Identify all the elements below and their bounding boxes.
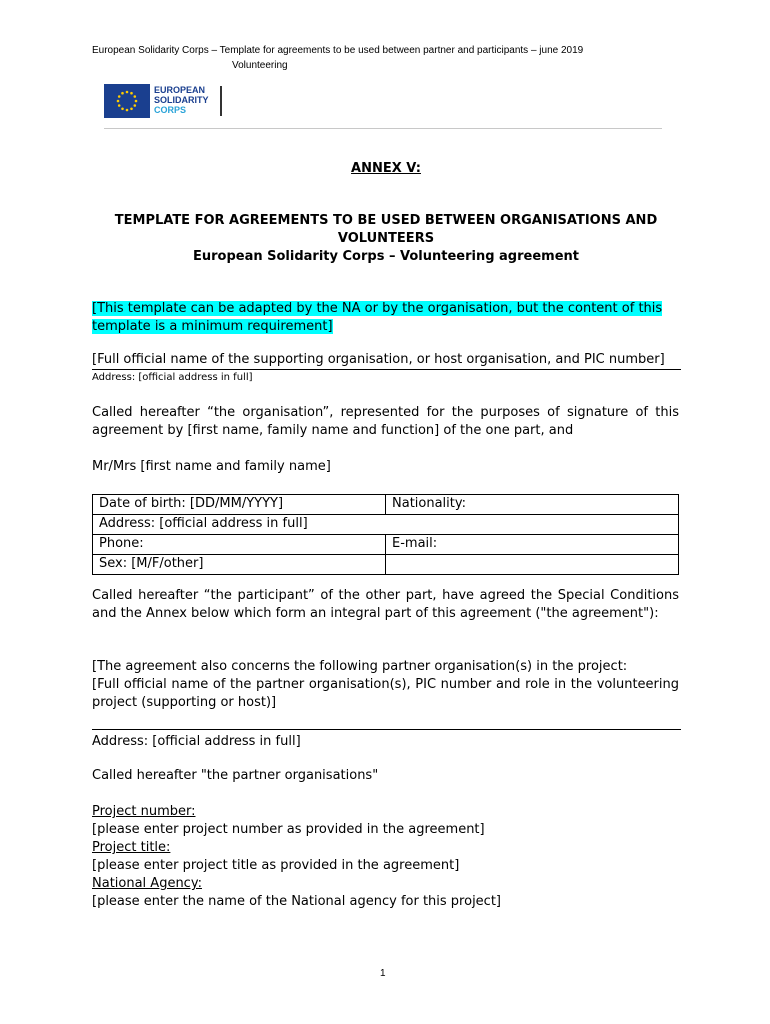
header-divider	[104, 128, 662, 129]
project-title-value: [please enter project title as provided in the agreement]	[92, 858, 460, 873]
document-header-sub: Volunteering	[232, 60, 288, 71]
template-note-text: [This template can be adapted by the NA or by the organisation, but the content of this template is a minimum requirement]	[92, 301, 663, 334]
sex-cell: Sex: [M/F/other]	[93, 555, 386, 575]
participant-name: Mr/Mrs [first name and family name]	[92, 459, 331, 474]
email-cell: E-mail:	[386, 535, 679, 555]
org-address: Address: [official address in full]	[92, 372, 253, 383]
logo-word-2: SOLIDARITY	[154, 95, 209, 105]
dob-cell: Date of birth: [DD/MM/YYYY]	[93, 495, 386, 515]
logo-divider	[220, 86, 222, 116]
called-participant-paragraph: Called hereafter “the participant” of the other part, have agreed the Special Conditions and the Annex below which form an integral part of this agreement ("the agreement"):	[92, 588, 679, 621]
project-number-value: [please enter project number as provided in the agreement]	[92, 822, 485, 837]
document-title: TEMPLATE FOR AGREEMENTS TO BE USED BETWEEN ORGANISATIONS AND VOLUNTEERS	[114, 213, 658, 246]
partner-rule	[92, 729, 681, 730]
called-org-paragraph: Called hereafter “the organisation”, represented for the purposes of signature of this agreement by [first name, family name and function] of the one part, and	[92, 405, 679, 438]
national-agency-value: [please enter the name of the National agency for this project]	[92, 894, 501, 909]
address-cell: Address: [official address in full]	[93, 515, 679, 535]
nationality-cell: Nationality:	[386, 495, 679, 515]
partner-intro: [The agreement also concerns the following partner organisation(s) in the project:	[92, 659, 628, 674]
page-number: 1	[380, 968, 386, 979]
empty-cell	[386, 555, 679, 575]
national-agency-label: National Agency:	[92, 876, 202, 891]
participant-details-table	[92, 494, 679, 575]
logo-word-3: CORPS	[154, 105, 187, 115]
document-subtitle: European Solidarity Corps – Volunteering agreement	[192, 249, 579, 264]
annex-heading: ANNEX V:	[351, 161, 421, 176]
document-header: European Solidarity Corps – Template for agreements to be used between partner and participants – june 2019	[92, 45, 584, 56]
partner-name: [Full official name of the partner organisation(s), PIC number and role in the volunteering project (supporting or host)]	[92, 677, 679, 710]
esc-logo	[104, 84, 224, 118]
eu-flag-icon	[104, 84, 150, 118]
org-name-rule	[92, 369, 681, 370]
called-partner: Called hereafter "the partner organisations"	[92, 768, 379, 783]
logo-word-1: EUROPEAN	[154, 85, 206, 95]
project-title-label: Project title:	[92, 840, 171, 855]
logo-wordmark	[154, 85, 209, 115]
project-number-label: Project number:	[92, 804, 196, 819]
partner-address: Address: [official address in full]	[92, 734, 301, 749]
phone-cell: Phone:	[93, 535, 386, 555]
org-name: [Full official name of the supporting organisation, or host organisation, and PIC number]	[92, 352, 665, 367]
template-note	[92, 300, 682, 336]
